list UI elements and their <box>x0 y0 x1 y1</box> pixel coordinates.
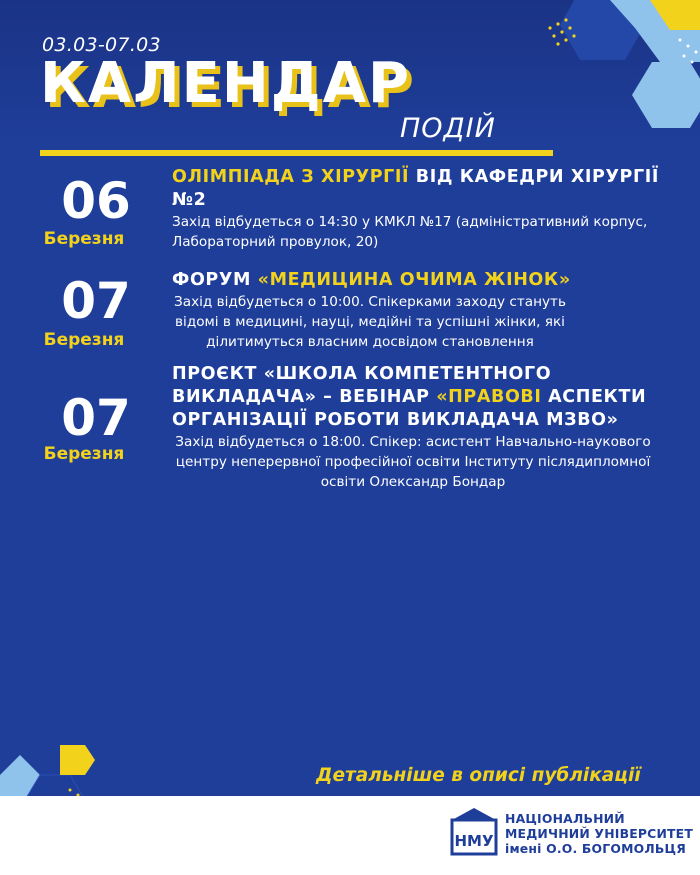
event-title-highlight: «ПРАВОВІ <box>436 387 542 407</box>
event-title-text: АСПЕКТИ ОРГАНІЗАЦІЇ РОБОТИ ВИКЛАДАЧА МЗВО» <box>172 387 647 430</box>
event-month: Березня <box>43 444 125 464</box>
event-day: 07 <box>61 272 131 330</box>
event-description: Захід відбудеться о 14:30 у КМКЛ №17 (адміністративний корпус, Лабораторний провулок, 20) <box>172 214 648 250</box>
event-description: Захід відбудеться о 10:00. Спікерками заходу стануть відомі в медицині, науці, медійні та успішні жінки, які ділитимуться власним досвідом становлення <box>174 294 566 350</box>
university-name <box>505 811 693 856</box>
event-title <box>172 363 662 432</box>
event-title <box>172 166 662 212</box>
event-title-text: ВІД КАФЕДРИ ХІРУРГІЇ №2 <box>172 167 659 210</box>
event-title-highlight: ОЛІМПІАДА З ХІРУРГІЇ <box>172 167 410 187</box>
event-day: 06 <box>61 172 131 230</box>
university-name-line: імені О.О. БОГОМОЛЬЦЯ <box>505 841 686 856</box>
event-description: Захід відбудеться о 18:00. Спікер: асистент Навчально-наукового центру неперервної професійної освіти Інституту післядипломної освіти Олександр Бондар <box>175 434 651 490</box>
event-title-highlight: «МЕДИЦИНА ОЧИМА ЖІНОК» <box>257 270 571 290</box>
more-info-text: Детальніше в описі публікації <box>316 765 641 786</box>
university-logo-icon <box>450 806 498 856</box>
university-name-line: МЕДИЧНИЙ УНІВЕРСИТЕТ <box>505 826 693 841</box>
event-title-text: ПРОЄКТ «ШКОЛА КОМПЕТЕНТНОГО ВИКЛАДАЧА» – ВЕБІНАР <box>172 364 552 407</box>
page-title: КАЛЕНДАР <box>40 51 412 116</box>
event-month: Березня <box>43 229 125 249</box>
event-day: 07 <box>61 389 131 447</box>
event-month: Березня <box>43 330 125 350</box>
event-title <box>172 269 662 292</box>
title-underline <box>40 150 553 156</box>
page-subtitle: ПОДІЙ <box>400 113 496 144</box>
date-range: 03.03-07.03 <box>42 34 161 56</box>
event-title-text: ФОРУМ <box>172 270 258 290</box>
logo-letters: НМУ <box>454 832 494 850</box>
university-name-line: НАЦІОНАЛЬНИЙ <box>505 811 625 826</box>
